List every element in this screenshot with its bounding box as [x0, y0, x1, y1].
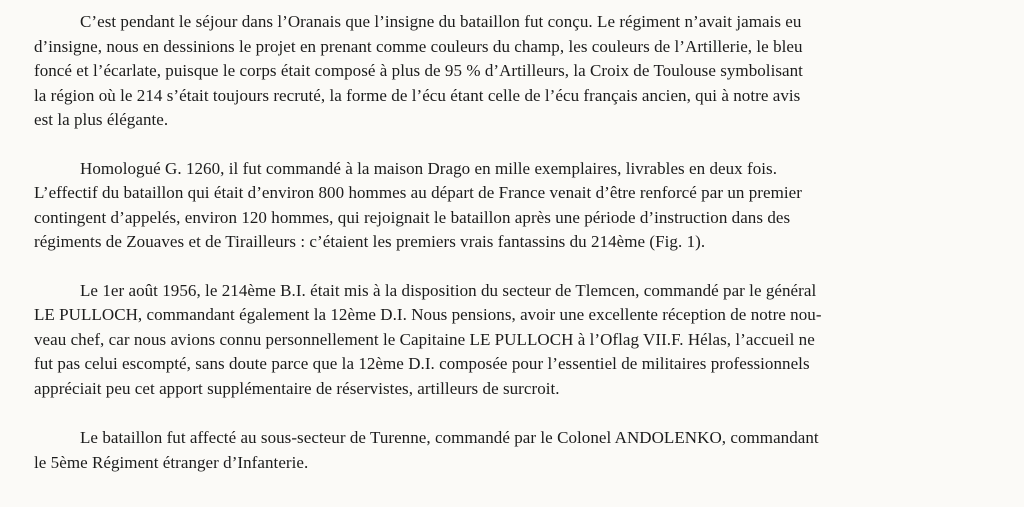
text-line: fut pas celui escompté, sans doute parce que la 12ème D.I. composée pour l’essentiel de militaires professionnels [34, 354, 810, 373]
paragraph-insigne [34, 10, 1000, 133]
paragraph-tlemcen [34, 279, 1000, 402]
paragraph-turenne [34, 426, 1000, 475]
text-line: contingent d’appelés, environ 120 hommes, qui rejoignait le bataillon après une période d’instruction dans des [34, 207, 791, 227]
text-line: foncé et l’écarlate, puisque le corps était composé à plus de 95 % d’Artilleurs, la Croix de Toulouse symbolisant [34, 61, 803, 80]
text-line: Homologué G. 1260, il fut commandé à la maison Drago en mille exemplaires, livrables en deux fois. [80, 158, 778, 178]
text-line: Le 1er août 1956, le 214ème B.I. était mis à la disposition du secteur de Tlemcen, commandé par le général [80, 280, 817, 300]
text-line: LE PULLOCH, commandant également la 12ème D.I. Nous pensions, avoir une excellente réception de notre nou- [34, 305, 822, 324]
text-line: appréciait peu cet apport supplémentaire de réservistes, artilleurs de surcroit. [34, 378, 560, 398]
text-line: veau chef, car nous avions connu personnellement le Capitaine LE PULLOCH à l’Oflag VII.F. Hélas, l’accueil ne [34, 329, 815, 349]
paragraph-homologation [34, 157, 1000, 255]
text-line: est la plus élégante. [34, 110, 169, 129]
text-line: Le bataillon fut affecté au sous-secteur de Turenne, commandé par le Colonel ANDOLENKO, commandant [80, 428, 819, 447]
text-line: le 5ème Régiment étranger d’Infanterie. [34, 452, 309, 472]
text-line: la région où le 214 s’était toujours recruté, la forme de l’écu étant celle de l’écu français ancien, qui à notre avis [34, 85, 801, 105]
text-line: régiments de Zouaves et de Tirailleurs : c’étaient les premiers vrais fantassins du 214ème (Fig. 1). [34, 232, 706, 251]
text-line: L’effectif du bataillon qui était d’environ 800 hommes au départ de France venait d’être renforcé par un premier [34, 183, 802, 202]
text-line: d’insigne, nous en dessinions le projet en prenant comme couleurs du champ, les couleurs de l’Artillerie, le bleu [34, 36, 803, 56]
text-line: C’est pendant le séjour dans l’Oranais que l’insigne du bataillon fut conçu. Le régiment n’avait jamais eu [80, 12, 802, 31]
